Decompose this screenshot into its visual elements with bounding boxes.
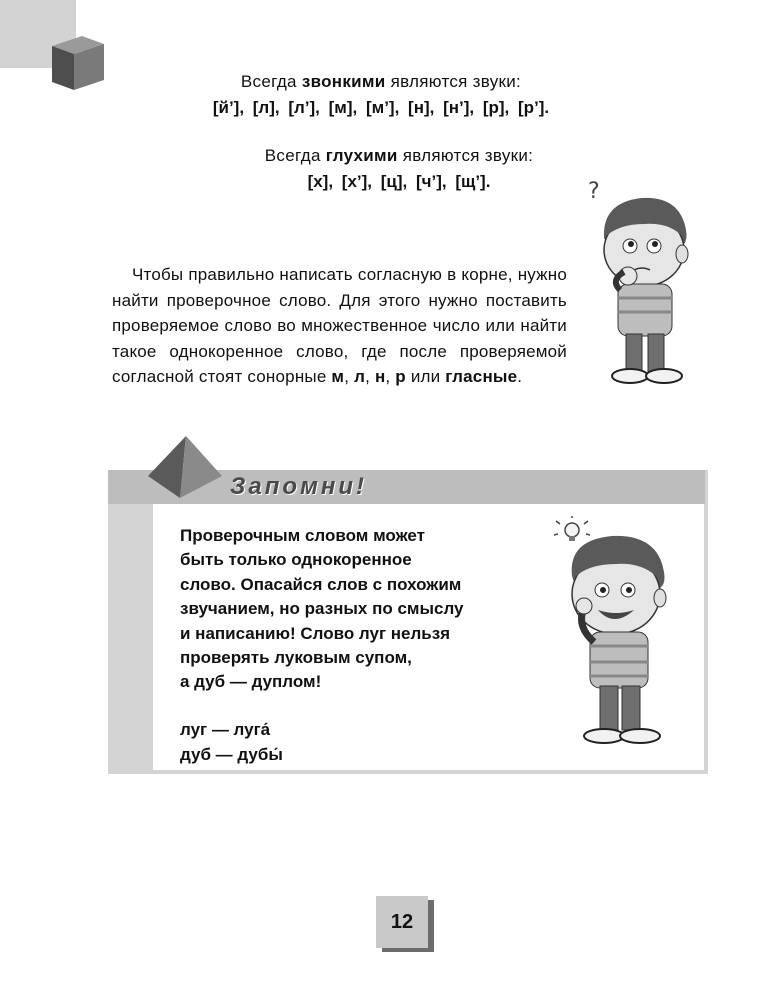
example-line: дуб — дубы́ <box>180 744 283 764</box>
remember-line: проверять луковым супом, <box>180 648 412 668</box>
remember-text <box>180 524 530 695</box>
remember-line: быть только однокоренное <box>180 550 412 570</box>
voiceless-sounds: [х], [х’], [ц], [ч’], [щ’]. <box>307 172 491 191</box>
remember-title: Запомни! <box>230 473 367 500</box>
pyramid-icon <box>146 436 224 504</box>
remember-line: а дуб — дуплом! <box>180 672 322 692</box>
remember-line: Проверочным словом может <box>180 526 425 545</box>
remember-line: и написанию! Слово луг нельзя <box>180 623 451 643</box>
voiceless-intro: Всегда глухими являются звуки: <box>264 146 534 165</box>
voiced-intro: Всегда звонкими являются звуки: <box>240 72 522 91</box>
svg-text:?: ? <box>588 180 600 204</box>
remember-line: слово. Опасайся слов с похожим <box>180 574 462 594</box>
idea-boy-illustration <box>548 516 678 752</box>
voiced-sounds: [й’], [л], [л’], [м], [м’], [н], [н’], [р], [р’]. <box>212 98 550 117</box>
remember-examples <box>180 718 283 767</box>
explanation-paragraph: Чтобы правильно написать согласную в корне, нужно найти проверочное слово. Для этого нужно поставить проверяемое слово во множественное число или найти такое однокоренное слово, где после проверяемой согласной стоят сонорные м, л, н, р или гласные. <box>112 265 567 386</box>
remember-line: звучанием, но разных по смыслу <box>180 599 464 619</box>
example-line: луг — луга́ <box>180 720 271 739</box>
page-number: 12 <box>376 896 428 948</box>
thinking-boy-illustration <box>584 180 704 390</box>
